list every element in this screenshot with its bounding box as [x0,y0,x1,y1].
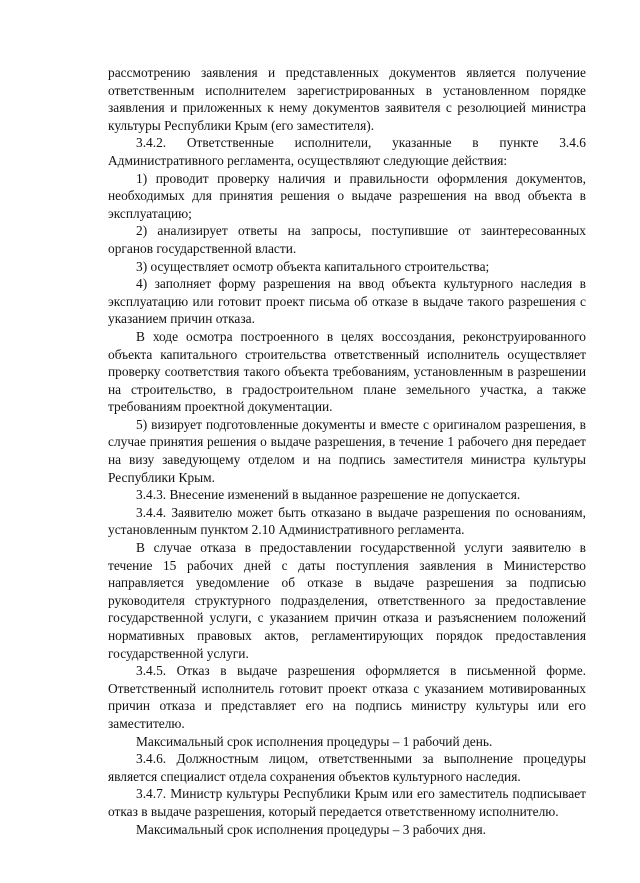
paragraph: В случае отказа в предоставлении государственной услуги заявителю в течение 15 рабочих дней с даты поступления заявления в Министерство направляется уведомление об отказе в выдаче разрешения за подписью руководителя структурного подразделения, ответственного за предоставление государственной услуги, с указанием причин отказа и разъяснением положений нормативных правовых актов, регламентирующих порядок предоставления государственной услуги. [108,540,586,661]
paragraph: 3.4.2. Ответственные исполнители, указанные в пункте 3.4.6 Административного регламента, осуществляют следующие действия: [108,135,586,168]
paragraph: 1) проводит проверку наличия и правильности оформления документов, необходимых для принятия решения о выдаче разрешения на ввод объекта в эксплуатацию; [108,170,586,221]
paragraph: 5) визирует подготовленные документы и вместе с оригиналом разрешения, в случае принятия решения о выдаче разрешения, в течение 1 рабочего дня передает на визу заведующему отделом и на подпись заместителя министра культуры Республики Крым. [108,416,586,485]
paragraph: Максимальный срок исполнения процедуры – 1 рабочий день. [136,733,493,749]
document-page [108,64,586,838]
paragraph: 4) заполняет форму разрешения на ввод объекта культурного наследия в эксплуатацию или готовит проект письма об отказе в выдаче такого разрешения с указанием причин отказа. [108,276,586,327]
paragraph: 2) анализирует ответы на запросы, поступившие от заинтересованных органов государственной власти. [108,223,586,256]
paragraph: Максимальный срок исполнения процедуры – 3 рабочих дня. [136,821,487,837]
paragraph: 3.4.4. Заявителю может быть отказано в выдаче разрешения по основаниям, установленным пунктом 2.10 Административного регламента. [108,504,586,538]
paragraph: 3.4.7. Министр культуры Республики Крым или его заместитель подписывает отказ в выдаче разрешения, который передается ответственному исполнителю. [108,786,586,819]
paragraph: 3.4.5. Отказ в выдаче разрешения оформляется в письменной форме. Ответственный исполнитель готовит проект отказа с указанием мотивированных причин отказа и представляет его на подпись министру культуры или его заместителю. [108,663,586,731]
paragraph: 3) осуществляет осмотр объекта капитального строительства; [136,258,490,274]
paragraph: В ходе осмотра построенного в целях воссоздания, реконструированного объекта капитального строительства ответственный исполнитель осуществляет проверку соответствия такого объекта требованиям, установленным в разрешении на строительство, в градостроительном плане земельного участка, а также требованиям проектной документации. [108,328,586,415]
paragraph: рассмотрению заявления и представленных документов является получение ответственным исполнителем зарегистрированных в установленном порядке заявления и приложенных к нему документов заявителя с резолюцией министра культуры Республики Крым (его заместителя). [108,65,586,133]
paragraph: 3.4.6. Должностным лицом, ответственными за выполнение процедуры является специалист отдела сохранения объектов культурного наследия. [108,751,586,784]
paragraph: 3.4.3. Внесение изменений в выданное разрешение не допускается. [136,487,521,503]
